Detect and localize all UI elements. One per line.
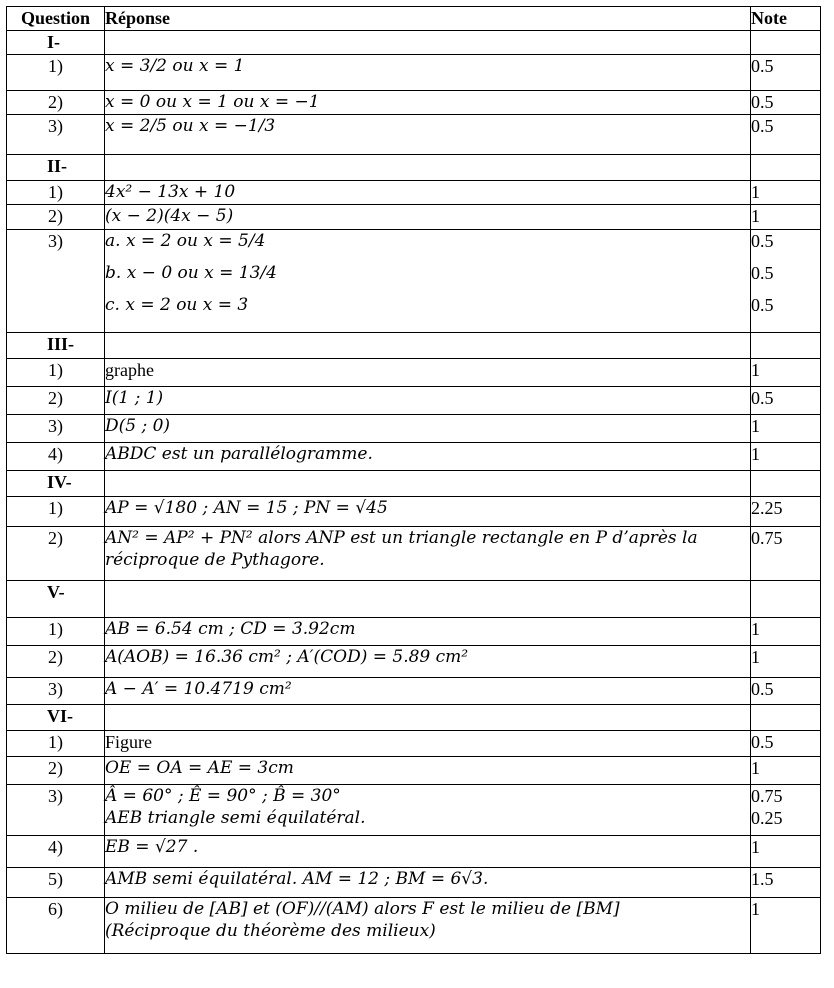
question-number: 1) xyxy=(7,55,105,91)
header-note: Note xyxy=(751,7,821,31)
section-empty-response xyxy=(105,471,751,497)
section-empty-response xyxy=(105,333,751,359)
note-cell xyxy=(751,359,821,387)
note-value: 1 xyxy=(751,444,760,464)
response-cell xyxy=(105,115,751,155)
note-value: 1 xyxy=(751,360,760,380)
note-value: 0.5 xyxy=(751,263,774,283)
response-line: x = 2/5 ou x = −1/3 xyxy=(105,116,276,136)
section-label: VI- xyxy=(7,705,105,731)
note-cell xyxy=(751,731,821,757)
table-row xyxy=(7,527,821,581)
header-question: Question xyxy=(7,7,105,31)
question-number: 4) xyxy=(7,836,105,868)
response-line: réciproque de Pythagore. xyxy=(105,550,325,570)
section-row xyxy=(7,471,821,497)
table-row xyxy=(7,205,821,230)
response-line: c. x = 2 ou x = 3 xyxy=(105,295,249,315)
question-number: 3) xyxy=(7,785,105,836)
response-line: D(5 ; 0) xyxy=(105,416,171,436)
section-empty-note xyxy=(751,31,821,55)
answer-table xyxy=(6,6,821,954)
question-number: 2) xyxy=(7,205,105,230)
section-empty-response xyxy=(105,705,751,731)
response-cell xyxy=(105,527,751,581)
note-cell xyxy=(751,757,821,785)
response-cell xyxy=(105,497,751,527)
section-row xyxy=(7,705,821,731)
note-cell xyxy=(751,527,821,581)
response-line: b. x − 0 ou x = 13/4 xyxy=(105,263,277,283)
table-row xyxy=(7,898,821,954)
note-cell xyxy=(751,230,821,333)
question-number: 2) xyxy=(7,527,105,581)
table-row xyxy=(7,443,821,471)
section-row xyxy=(7,31,821,55)
response-cell xyxy=(105,731,751,757)
response-cell xyxy=(105,836,751,868)
question-number: 1) xyxy=(7,618,105,646)
answer-table-body xyxy=(7,7,821,954)
section-empty-note xyxy=(751,471,821,497)
response-cell xyxy=(105,443,751,471)
table-row xyxy=(7,230,821,333)
section-label: II- xyxy=(7,155,105,181)
note-cell xyxy=(751,868,821,898)
question-number: 4) xyxy=(7,443,105,471)
response-line: (Réciproque du théorème des milieux) xyxy=(105,921,436,941)
response-line: 4x² − 13x + 10 xyxy=(105,182,236,202)
section-empty-note xyxy=(751,705,821,731)
response-line: (x − 2)(4x − 5) xyxy=(105,206,234,226)
response-line: Figure xyxy=(105,732,152,752)
response-line: I(1 ; 1) xyxy=(105,388,164,408)
response-cell xyxy=(105,618,751,646)
question-number: 1) xyxy=(7,359,105,387)
response-line: OE = OA = AE = 3cm xyxy=(105,758,294,778)
note-cell xyxy=(751,181,821,205)
question-number: 2) xyxy=(7,646,105,678)
note-value: 1 xyxy=(751,837,760,857)
response-cell xyxy=(105,678,751,705)
section-row xyxy=(7,155,821,181)
note-value: 0.5 xyxy=(751,231,774,251)
table-row xyxy=(7,836,821,868)
question-number: 1) xyxy=(7,181,105,205)
note-cell xyxy=(751,91,821,115)
question-number: 2) xyxy=(7,387,105,415)
table-row xyxy=(7,415,821,443)
section-empty-note xyxy=(751,581,821,618)
note-cell xyxy=(751,836,821,868)
table-row xyxy=(7,757,821,785)
note-cell xyxy=(751,678,821,705)
response-cell xyxy=(105,181,751,205)
table-row xyxy=(7,731,821,757)
response-cell xyxy=(105,230,751,333)
note-cell xyxy=(751,387,821,415)
response-cell xyxy=(105,868,751,898)
section-row xyxy=(7,581,821,618)
question-number: 1) xyxy=(7,497,105,527)
response-line: Â = 60° ; Ê = 90° ; B̂ = 30° xyxy=(105,786,341,806)
response-cell xyxy=(105,757,751,785)
section-empty-response xyxy=(105,581,751,618)
response-line: EB = √27 . xyxy=(105,837,199,857)
section-label: I- xyxy=(7,31,105,55)
note-cell xyxy=(751,115,821,155)
note-value: 1 xyxy=(751,206,760,226)
response-line: AN² = AP² + PN² alors ANP est un triangle rectangle en P d’après la xyxy=(105,528,698,548)
table-row xyxy=(7,359,821,387)
response-cell xyxy=(105,785,751,836)
note-value: 1.5 xyxy=(751,869,774,889)
response-line: graphe xyxy=(105,360,154,380)
question-number: 5) xyxy=(7,868,105,898)
note-value: 1 xyxy=(751,899,760,919)
response-cell xyxy=(105,55,751,91)
response-line: a. x = 2 ou x = 5/4 xyxy=(105,231,266,251)
question-number: 3) xyxy=(7,115,105,155)
note-value: 1 xyxy=(751,647,760,667)
note-value: 1 xyxy=(751,619,760,639)
table-row xyxy=(7,785,821,836)
note-cell xyxy=(751,55,821,91)
header-reponse: Réponse xyxy=(105,7,751,31)
table-row xyxy=(7,91,821,115)
note-cell xyxy=(751,618,821,646)
note-value: 0.5 xyxy=(751,679,774,699)
note-cell xyxy=(751,785,821,836)
note-value: 0.25 xyxy=(751,808,783,828)
section-empty-note xyxy=(751,155,821,181)
note-cell xyxy=(751,443,821,471)
section-empty-response xyxy=(105,31,751,55)
note-value: 1 xyxy=(751,182,760,202)
table-row xyxy=(7,181,821,205)
note-value: 0.5 xyxy=(751,388,774,408)
table-row xyxy=(7,646,821,678)
question-number: 1) xyxy=(7,731,105,757)
table-row xyxy=(7,115,821,155)
note-value: 0.5 xyxy=(751,92,774,112)
response-line: O milieu de [AB] et (OF)//(AM) alors F est le milieu de [BM] xyxy=(105,899,620,919)
response-line: A(AOB) = 16.36 cm² ; A′(COD) = 5.89 cm² xyxy=(105,647,469,667)
response-cell xyxy=(105,205,751,230)
response-line: AP = √180 ; AN = 15 ; PN = √45 xyxy=(105,498,388,518)
question-number: 3) xyxy=(7,415,105,443)
response-line: AMB semi équilatéral. AM = 12 ; BM = 6√3. xyxy=(105,869,489,889)
header-row xyxy=(7,7,821,31)
question-number: 6) xyxy=(7,898,105,954)
response-line: A − A′ = 10.4719 cm² xyxy=(105,679,292,699)
table-row xyxy=(7,618,821,646)
note-cell xyxy=(751,497,821,527)
response-line: AEB triangle semi équilatéral. xyxy=(105,808,366,828)
note-value: 0.5 xyxy=(751,295,774,315)
section-label: III- xyxy=(7,333,105,359)
question-number: 3) xyxy=(7,230,105,333)
section-row xyxy=(7,333,821,359)
table-row xyxy=(7,497,821,527)
note-value: 0.5 xyxy=(751,116,774,136)
table-row xyxy=(7,55,821,91)
note-value: 0.75 xyxy=(751,786,783,806)
note-cell xyxy=(751,415,821,443)
note-value: 0.5 xyxy=(751,56,774,76)
question-number: 3) xyxy=(7,678,105,705)
response-cell xyxy=(105,898,751,954)
response-line: ABDC est un parallélogramme. xyxy=(105,444,373,464)
response-line: x = 3/2 ou x = 1 xyxy=(105,56,245,76)
question-number: 2) xyxy=(7,757,105,785)
note-value: 0.5 xyxy=(751,732,774,752)
response-cell xyxy=(105,91,751,115)
note-cell xyxy=(751,205,821,230)
section-empty-response xyxy=(105,155,751,181)
note-value: 2.25 xyxy=(751,498,783,518)
table-row xyxy=(7,678,821,705)
note-value: 1 xyxy=(751,758,760,778)
section-label: V- xyxy=(7,581,105,618)
response-cell xyxy=(105,359,751,387)
response-cell xyxy=(105,646,751,678)
response-cell xyxy=(105,415,751,443)
table-row xyxy=(7,387,821,415)
note-value: 0.75 xyxy=(751,528,783,548)
note-cell xyxy=(751,646,821,678)
note-cell xyxy=(751,898,821,954)
response-cell xyxy=(105,387,751,415)
response-line: x = 0 ou x = 1 ou x = −1 xyxy=(105,92,320,112)
question-number: 2) xyxy=(7,91,105,115)
section-empty-note xyxy=(751,333,821,359)
note-value: 1 xyxy=(751,416,760,436)
table-row xyxy=(7,868,821,898)
section-label: IV- xyxy=(7,471,105,497)
response-line: AB = 6.54 cm ; CD = 3.92cm xyxy=(105,619,356,639)
